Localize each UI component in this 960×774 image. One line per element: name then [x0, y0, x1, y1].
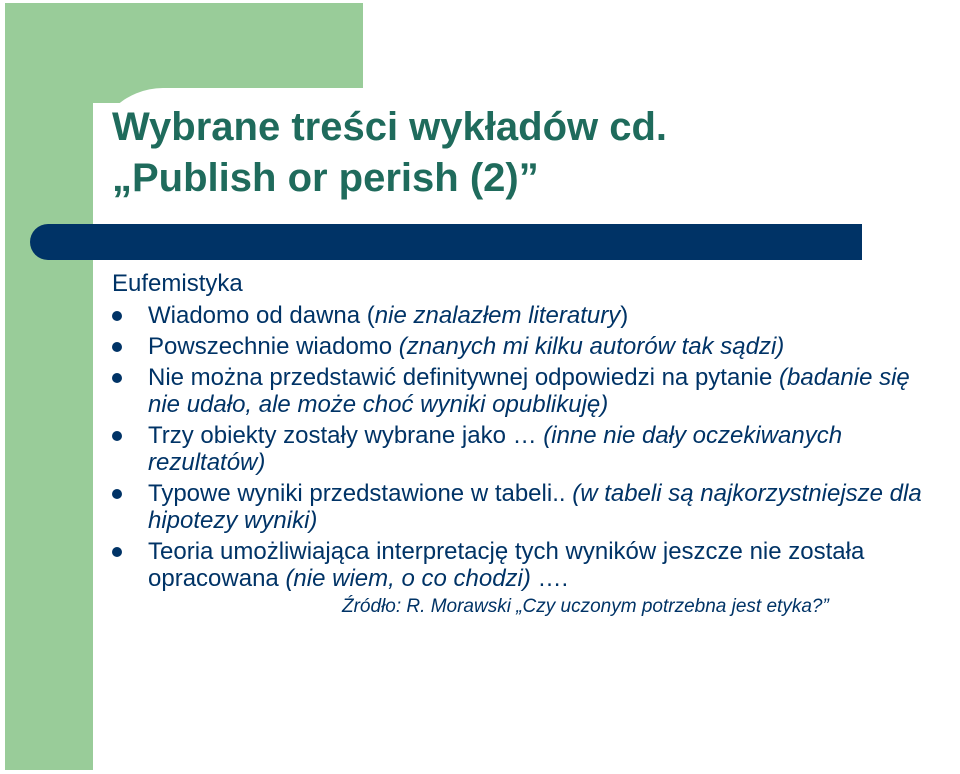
- title-line-2: „Publish or perish (2)”: [112, 156, 539, 200]
- list-item: [112, 302, 942, 329]
- bullet-italic-text: (nie wiem, o co chodzi): [285, 565, 531, 592]
- bullet-text: Teoria umożliwiająca interpretację tych wyników jeszcze nie została opracowana: [148, 538, 865, 592]
- slide-title: [112, 102, 912, 204]
- list-item: [112, 538, 942, 592]
- list-item: [112, 480, 942, 534]
- bullet-italic-text: nie znalazłem literatury: [374, 302, 621, 329]
- decorative-green-bar: [5, 3, 93, 770]
- section-heading: Eufemistyka: [112, 270, 243, 297]
- bullet-tail-text: ….: [530, 565, 569, 592]
- bullet-italic-text: (badanie się nie udało, ale może choć wyniki opublikuję): [148, 364, 910, 418]
- title-line-1: Wybrane treści wykładów cd.: [112, 105, 668, 149]
- source-label: Źródło: R. Morawski: [342, 596, 517, 617]
- bullet-icon: [112, 373, 122, 383]
- bullet-icon: [112, 547, 122, 557]
- bullet-icon: [112, 431, 122, 441]
- source-citation: [342, 596, 942, 618]
- bullet-italic-text: (w tabeli są najkorzystniejsze dla hipotezy wyniki): [148, 480, 922, 534]
- bullet-list: [112, 302, 942, 592]
- list-item: [112, 364, 942, 418]
- source-title: „Czy uczonym potrzebna jest etyka?”: [516, 596, 829, 617]
- bullet-text: Typowe wyniki przedstawione w tabeli..: [148, 480, 573, 507]
- bullet-icon: [112, 311, 122, 321]
- bullet-tail-text: ): [620, 302, 629, 329]
- list-item: [112, 422, 942, 476]
- bullet-italic-text: (inne nie dały oczekiwanych rezultatów): [148, 422, 843, 476]
- bullet-text: Trzy obiekty zostały wybrane jako …: [148, 422, 544, 449]
- title-underline-bar: [30, 224, 862, 260]
- slide-content: [112, 270, 942, 618]
- bullet-text: Nie można przedstawić definitywnej odpowiedzi na pytanie: [148, 364, 780, 391]
- bullet-italic-text: (znanych mi kilku autorów tak sądzi): [398, 333, 785, 360]
- bullet-text: Powszechnie wiadomo: [148, 333, 399, 360]
- bullet-icon: [112, 489, 122, 499]
- list-item: [112, 333, 942, 360]
- bullet-text: Wiadomo od dawna (: [148, 302, 375, 329]
- bullet-icon: [112, 342, 122, 352]
